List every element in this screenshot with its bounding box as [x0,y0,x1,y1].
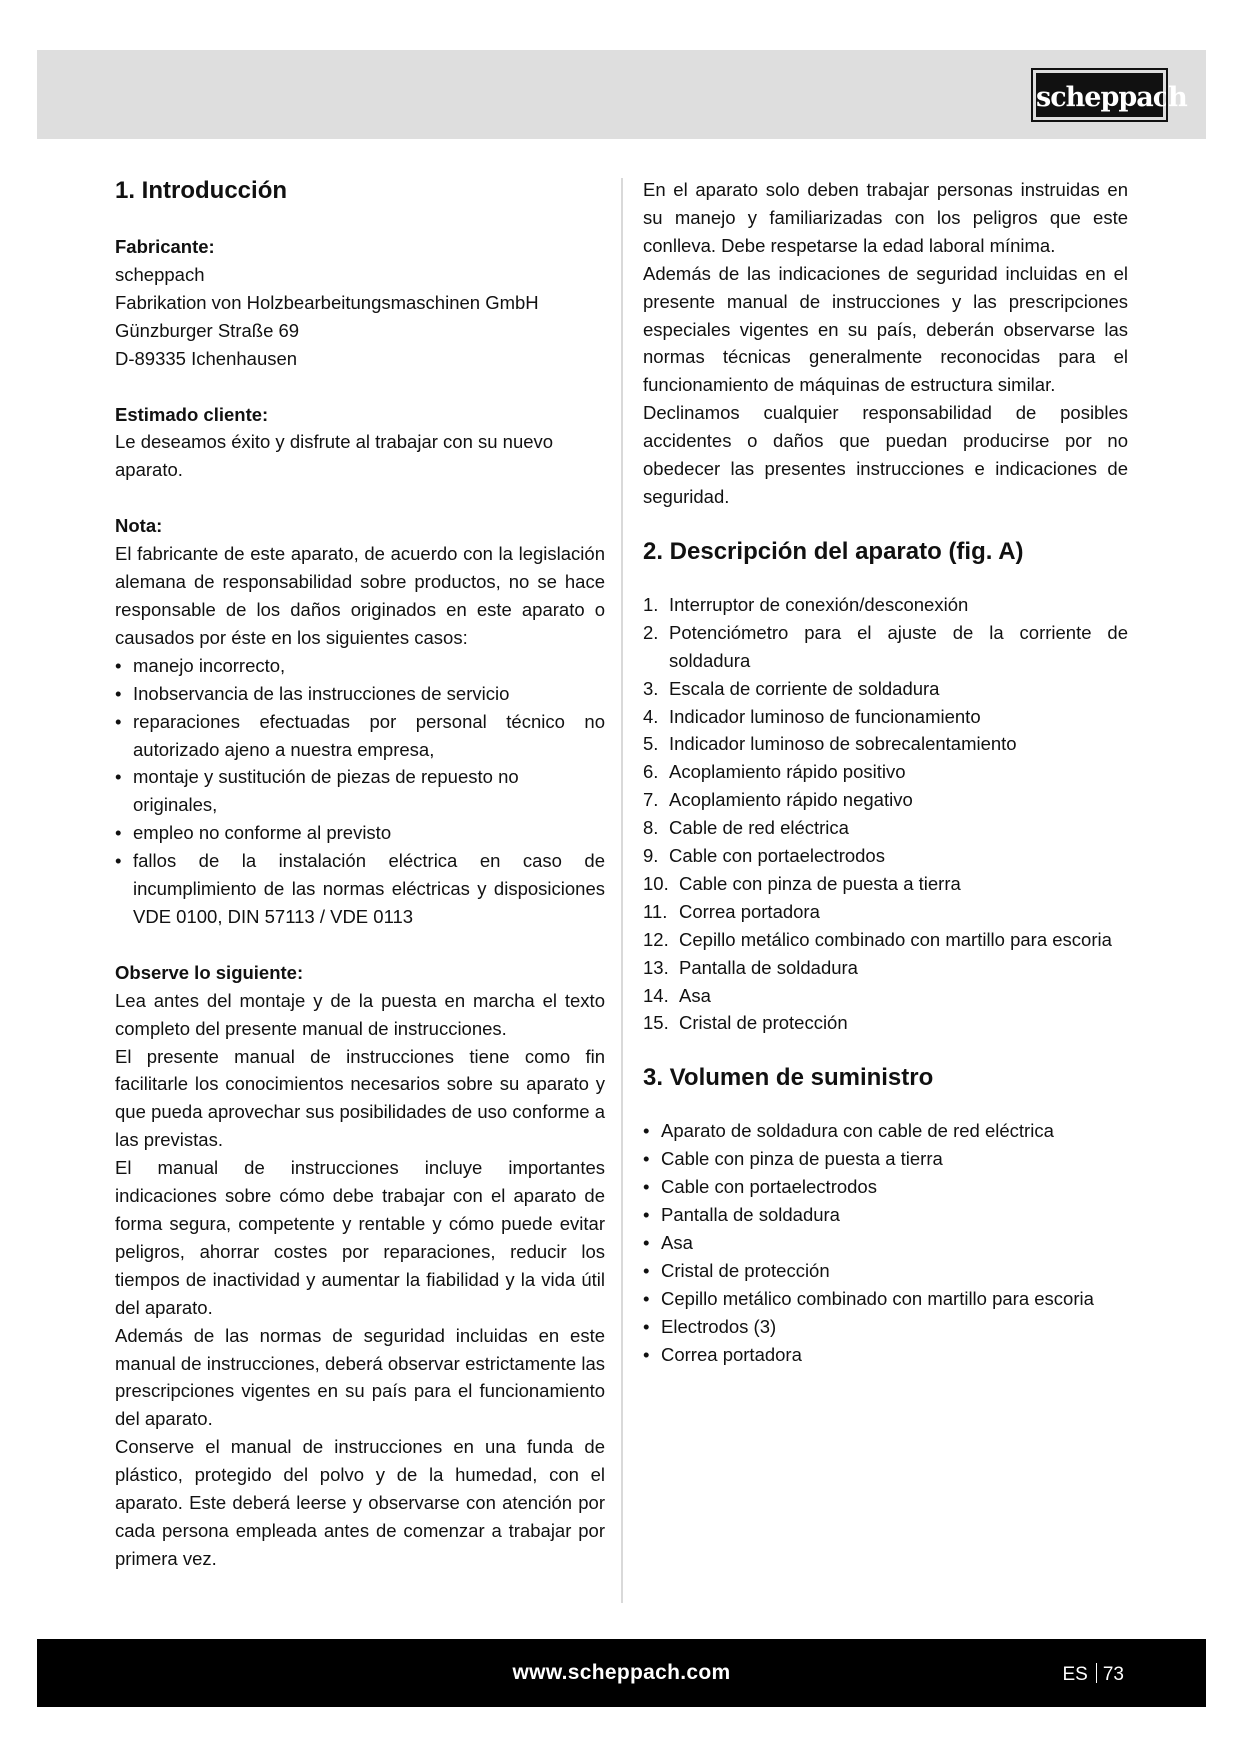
list-item: • Cepillo metálico combinado con martillo para escoria [643,1285,1128,1313]
list-item: • Correa portadora [643,1341,1128,1369]
note-bullet-list [115,652,605,931]
list-item: 13. Pantalla de soldadura [643,956,858,978]
list-item: • fallos de la instalación eléctrica en caso de incumplimiento de las normas eléctricas y disposiciones VDE 0100, DIN 57113 / VDE 0113 [115,847,605,931]
observe-label: Observe lo siguiente: [115,961,304,983]
manufacturer-line: Günzburger Straße 69 [115,319,300,341]
list-item: • Asa [643,1229,1128,1257]
safety-paragraph: Además de las indicaciones de seguridad incluidas en el presente manual de instrucciones y las prescripciones especiales vigentes en su país, deberán observarse las normas técnicas generalmente reconocidas para el funcionamiento de máquinas de estructura similar. [643,262,1128,396]
list-item: 7. Acoplamiento rápido negativo [643,789,913,811]
list-item: 2. Potenciómetro para el ajuste de la corriente de soldadura [643,621,1128,671]
list-item: • Pantalla de soldadura [643,1201,1128,1229]
scheppach-logo: scheppach [1033,70,1166,120]
note-text: El fabricante de este aparato, de acuerdo con la legislación alemana de responsabilidad sobre productos, no se hace responsable de los daños originados en este aparato o causados por éste en los siguientes casos: [115,543,605,648]
manufacturer-line: D-89335 Ichenhausen [115,347,298,369]
right-column [643,176,1128,1369]
section-title-introduction: 1. Introducción [115,177,288,204]
observe-paragraph: Lea antes del montaje y de la puesta en marcha el texto completo del presente manual de instrucciones. [115,989,605,1039]
list-item: • reparaciones efectuadas por personal técnico no autorizado ajeno a nuestra empresa, [115,708,605,764]
customer-text: Le deseamos éxito y disfrute al trabajar con su nuevo aparato. [115,431,554,481]
list-item: 14. Asa [643,984,711,1006]
section-title-description: 2. Descripción del aparato (fig. A) [643,537,1024,565]
observe-paragraph: Conserve el manual de instrucciones en una funda de plástico, protegido del polvo y de la humedad, con el aparato. Este deberá leerse y observarse con atención por cada persona empleada antes de comenzar a trabajar por primera vez. [115,1436,605,1569]
page-number: 73 [1102,1664,1124,1685]
list-item: 10. Cable con pinza de puesta a tierra [643,872,961,894]
manufacturer-label: Fabricante: [115,236,215,257]
header-band [37,50,1206,139]
separator [1096,1663,1097,1683]
website-link[interactable]: www.scheppach.com [512,1661,731,1684]
note-label: Nota: [115,515,163,537]
list-item: • montaje y sustitución de piezas de repuesto no originales, [115,763,605,819]
list-item: • empleo no conforme al previsto [115,819,605,847]
observe-paragraph: El presente manual de instrucciones tiene como fin facilitarle los conocimientos necesarios sobre su aparato y que pueda aprovechar sus posibilidades de uso conforme a las previstas. [115,1045,605,1151]
list-item: 11. Correa portadora [643,900,820,922]
left-column [115,176,605,1573]
list-item: 8. Cable de red eléctrica [643,817,849,839]
supply-list [643,1117,1128,1368]
section-title-supply: 3. Volumen de suministro [643,1064,934,1092]
manufacturer-line: scheppach [115,263,205,285]
customer-label: Estimado cliente: [115,403,269,425]
list-item: 3. Escala de corriente de soldadura [643,677,940,699]
page-indicator [1063,1663,1125,1686]
list-item: 4. Indicador luminoso de funcionamiento [643,705,981,727]
list-item: • Cristal de protección [643,1257,1128,1285]
list-item: 9. Cable con portaelectrodos [643,845,885,867]
observe-paragraph: Además de las normas de seguridad incluidas en este manual de instrucciones, deberá observar estrictamente las prescripciones vigentes en su país para el funcionamiento del aparato. [115,1324,605,1430]
list-item: • Cable con pinza de puesta a tierra [643,1145,1128,1173]
safety-paragraph: En el aparato solo deben trabajar personas instruidas en su manejo y familiarizadas con los peligros que este conlleva. Debe respetarse la edad laboral mínima. [643,179,1128,256]
list-item: 6. Acoplamiento rápido positivo [643,761,906,783]
list-item: • Inobservancia de las instrucciones de servicio [115,680,605,708]
list-item: • Aparato de soldadura con cable de red eléctrica [643,1117,1128,1145]
list-item: 5. Indicador luminoso de sobrecalentamiento [643,733,1017,755]
language-code: ES [1062,1664,1088,1685]
list-item: • manejo incorrecto, [115,652,605,680]
list-item: 12. Cepillo metálico combinado con martillo para escoria [643,928,1112,950]
list-item: • Cable con portaelectrodos [643,1173,1128,1201]
description-list [643,591,1128,1038]
list-item: • Electrodos (3) [643,1313,1128,1341]
list-item: 1. Interruptor de conexión/desconexión [643,593,969,615]
manufacturer-line: Fabrikation von Holzbearbeitungsmaschinen GmbH [115,291,539,313]
footer-bar [37,1639,1206,1707]
safety-paragraph: Declinamos cualquier responsabilidad de posibles accidentes o daños que puedan producirse por no obedecer las presentes instrucciones e indicaciones de seguridad. [643,402,1128,507]
observe-paragraph: El manual de instrucciones incluye importantes indicaciones sobre cómo debe trabajar con el aparato de forma segura, competente y rentable y cómo puede evitar peligros, ahorrar costes por reparaciones, reducir los tiempos de inactividad y aumentar la fiabilidad y la vida útil del aparato. [115,1157,605,1318]
list-item: 15. Cristal de protección [643,1012,848,1034]
column-divider [621,178,623,1603]
